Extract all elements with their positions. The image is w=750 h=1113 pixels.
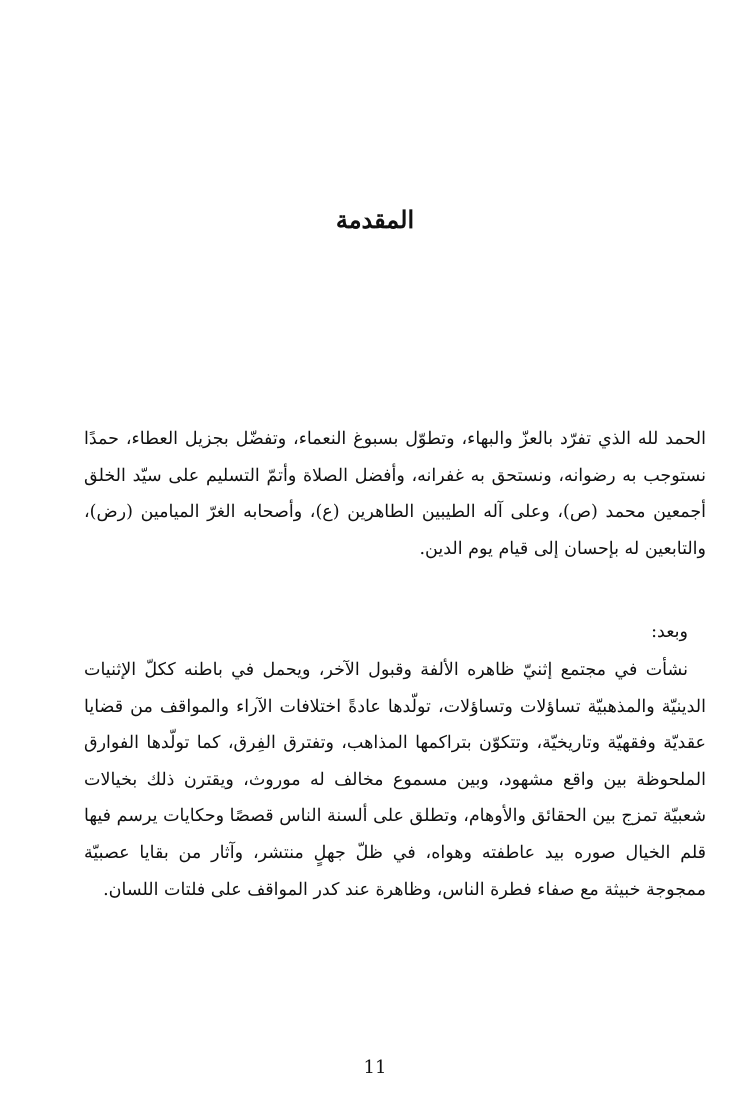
paragraph-introduction: نشأت في مجتمع إثنيّ ظاهره الألفة وقبول الآخر، ويحمل في باطنه ككلّ الإثنيات الدينيّة والمذهبيّة تساؤلات وتساؤلات، تولّدها عادةً اختلافات الآراء والمواقف من قضايا عقديّة وفقهيّة وتاريخيّة، وتتكوّن بتراكمها المذاهب، وتفترق الفِرق، كما تولّدها الفوارق الملحوظة بين واقع مشهود، وبين مسموع مخالف له موروث، ويقترن ذلك بخيالات شعبيّة تمزج بين الحقائق والأوهام، وتطلق على ألسنة الناس قصصًا وحكايات يرسم فيها قلم الخيال صوره بيد عاطفته وهواه، في ظلّ جهلٍ منتشر، وآثار من بقايا عصبيّة ممجوجة خبيثة مع صفاء فطرة الناس، وظاهرة عند كدر المواقف على فلتات اللسان. [84, 660, 706, 900]
paragraph-opening-praise: الحمد لله الذي تفرّد بالعزّ والبهاء، وتطوّل بسبوغ النعماء، وتفضّل بجزيل العطاء، حمدًا نستوجب به رضوانه، ونستحق به غفرانه، وأفضل الصلاة وأتمّ التسليم على سيّد الخلق أجمعين محمد (ص)، وعلى آله الطيبين الطاهرين (ع)، وأصحابه الغرّ الميامين (رض)، والتابعين له بإحسان إلى قيام يوم الدين. [84, 429, 706, 559]
paragraph-transition: وبعد: [651, 622, 688, 642]
page-number: 11 [363, 1057, 387, 1078]
page-title: المقدمة [335, 205, 415, 234]
